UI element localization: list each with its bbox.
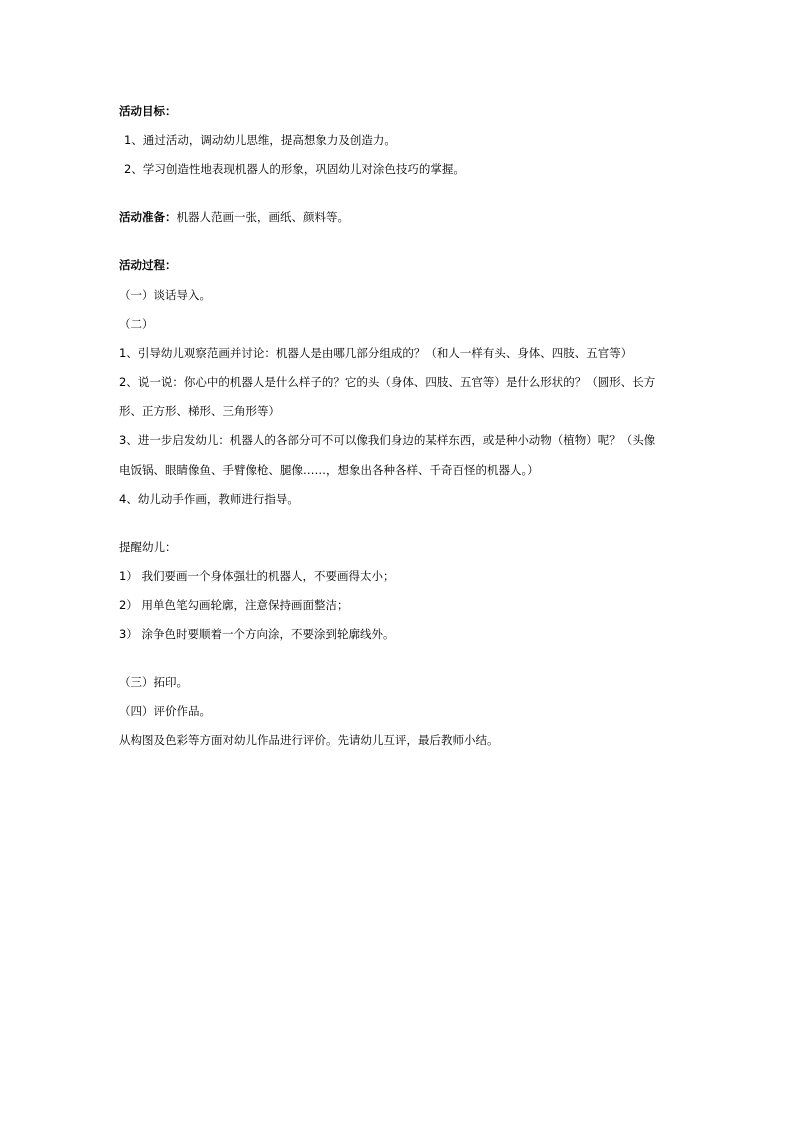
process-item-1: 1、引导幼儿观察范画并讨论：机器人是由哪几部分组成的？（和人一样有头、身体、四肢、五官等） bbox=[119, 346, 633, 360]
process-item-4: 4、幼儿动手作画，教师进行指导。 bbox=[119, 492, 299, 506]
process-step-4: （四）评价作品。 bbox=[119, 704, 211, 718]
process-item-2: 2、说一说：你心中的机器人是什么样子的？它的头（身体、四肢、五官等）是什么形状的？（圆形、长方 bbox=[119, 375, 656, 389]
process-step-2: （二） bbox=[119, 317, 154, 331]
process-heading: 活动过程： bbox=[119, 258, 177, 272]
process-step-1: （一）谈话导入。 bbox=[119, 288, 211, 302]
goal-item-2: 2、学习创造性地表现机器人的形象，巩固幼儿对涂色技巧的掌握。 bbox=[124, 162, 465, 176]
process-item-3-cont: 电饭锅、眼睛像鱼、手臂像枪、腿像……，想象出各种各样、千奇百怪的机器人。） bbox=[119, 463, 539, 477]
goal-item-1: 1、通过活动，调动幼儿思维，提高想象力及创造力。 bbox=[124, 133, 396, 147]
goal-heading: 活动目标： bbox=[119, 104, 177, 118]
evaluation-text: 从构图及色彩等方面对幼儿作品进行评价。先请幼儿互评，最后教师小结。 bbox=[119, 733, 499, 747]
prep-text: 机器人范画一张，画纸、颜料等。 bbox=[176, 210, 349, 224]
reminder-item-3: 3） 涂争色时要顺着一个方向涂，不要涂到轮廓线外。 bbox=[119, 627, 395, 641]
process-item-2-cont: 形、正方形、梯形、三角形等） bbox=[119, 404, 280, 418]
reminder-item-2: 2） 用单色笔勾画轮廓，注意保持画面整洁； bbox=[119, 598, 349, 612]
prep-heading: 活动准备： bbox=[119, 210, 177, 224]
process-step-3: （三）拓印。 bbox=[119, 675, 188, 689]
reminder-item-1: 1） 我们要画一个身体强壮的机器人，不要画得太小； bbox=[119, 569, 395, 583]
prep-paragraph bbox=[119, 209, 349, 225]
process-item-3: 3、进一步启发幼儿：机器人的各部分可不可以像我们身边的某样东西，或是种小动物（植物）呢？（头像 bbox=[119, 433, 656, 447]
reminder-heading: 提醒幼儿： bbox=[119, 540, 177, 554]
